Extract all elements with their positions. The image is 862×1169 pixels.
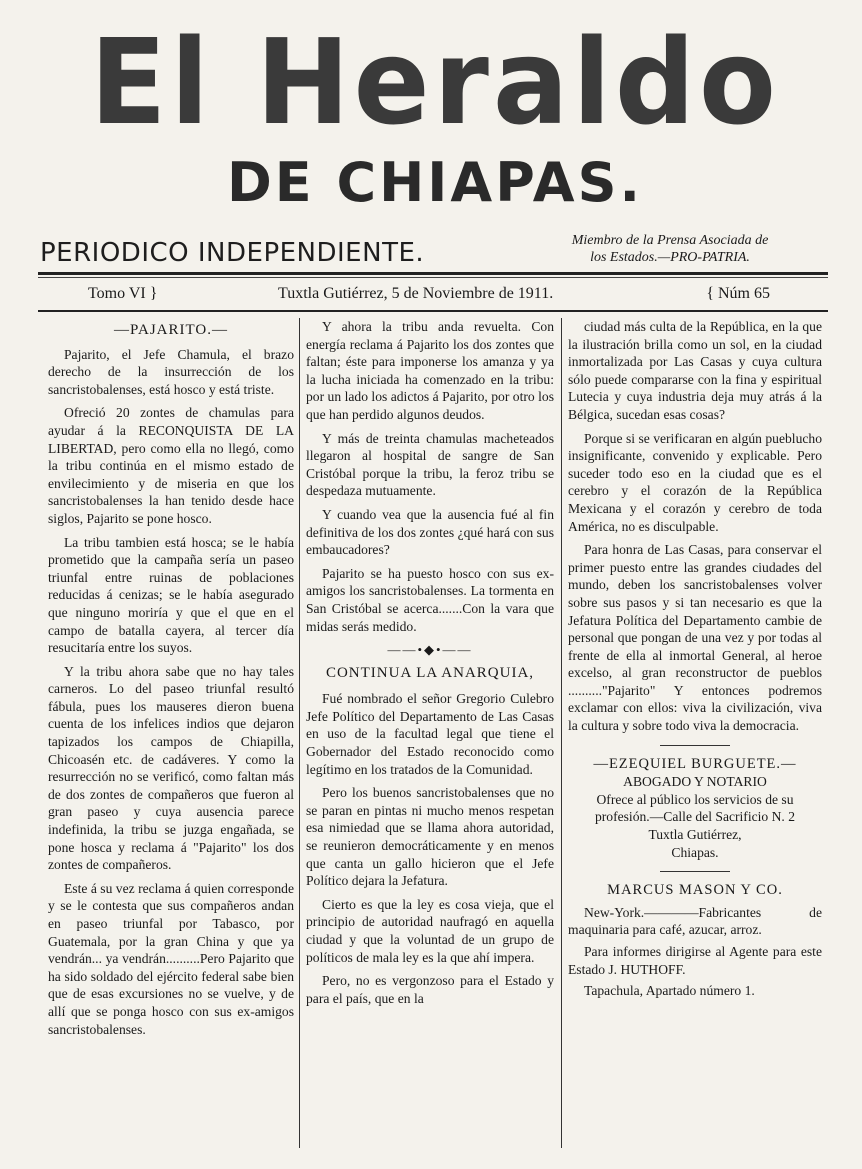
ad-burguete-title: ABOGADO Y NOTARIO (623, 774, 767, 790)
ad-burguete-state: Chiapas. (671, 844, 719, 860)
volume-number: Tomo VI } (88, 285, 158, 302)
masthead-subtitle: DE CHIAPAS. (226, 151, 644, 214)
ad-burguete-city: Tuxtla Gutiérrez, (648, 827, 742, 843)
ad-burguete-text: Ofrece al público los servicios de su profesión.—Calle del Sacrificio N. 2 (594, 791, 796, 825)
article-paragraph: Fué nombrado el señor Gregorio Culebro Jefe Político del Departamento de Las Casas en uso de la facultad legal que tiene el Gobernador del Estado reconocido como legítimo en los tratados de la Comunidad. (306, 691, 554, 777)
article-paragraph: Para honra de Las Casas, para conservar el primer puesto entre las grandes ciudades del mundo, deben los sancristobalenses volver sobre sus pasos y si tan necesario es que la Jefatura Política del Departamento cambie de personal que pongan de una vez y por todas al frente de ella al inmortal General, al heroe excelso, al gran reconstructor de pueblos .........."Pajarito" Y entonces podremos exclamar con ellos: viva la civilización, viva la cultura y sobre todo viva la democracia. (568, 542, 822, 734)
masthead-title: El Heraldo (90, 14, 780, 152)
article-paragraph: Porque si se verificaran en algún pueblucho insignificante, convenido y explicable. Pero suceder todo eso en la ciudad que es el cerebro y el corazón de la República Mexicana y el corazón y cerebro de toda América, no es disculpable. (568, 430, 822, 534)
article-paragraph: Pero los buenos sancristobalenses que no se paran en pintas ni mucho menos respetan esa nimiedad que se llama ahora autoridad, se reunieron democráticamente y en menos que canta un gallo hicieron que el Jefe Político dejara la Jefatura. (306, 785, 554, 889)
article-paragraph: Pero, no es vergonzoso para el Estado y para el país, que en la (306, 973, 554, 1006)
press-member-note (520, 232, 820, 268)
dateline-rule (38, 310, 828, 312)
ad-burguete-name: —EZEQUIEL BURGUETE.— (593, 755, 797, 772)
ad-mason-name: MARCUS MASON Y CO. (607, 882, 783, 899)
ad-divider (660, 745, 730, 746)
member-line-1: Miembro de la Prensa Asociada de (571, 233, 769, 248)
article-heading-anarquia: CONTINUA LA ANARQUIA, (325, 664, 535, 681)
article-paragraph: La tribu tambien está hosca; se le había prometido que la campaña sería un paseo triunfal entre ruinas de poblaciones reducidas á cenizas; se le había asegurado que ninguno moriría y que el que en el campo de batalla cayera, al tercer día resucitaría entre los suyos. (48, 534, 294, 656)
member-line-2: los Estados.—PRO-PATRIA. (590, 250, 750, 265)
ad-divider (660, 871, 730, 872)
article-paragraph: ciudad más culta de la República, en la que la ilustración brilla como un sol, en la ciudad inmortalizada por Las Casas y cuya cultura sólo puede compararse con la fina y espiritual Lutecia y cuya industria deja muy atrás á la Bélgica, sucedan esas cosas? (568, 319, 822, 422)
column-1 (48, 318, 294, 1148)
article-paragraph: Ofreció 20 zontes de chamulas para ayudar á la RECONQUISTA DE LA LIBERTAD, pero como ella no llegó, como la tribu continúa en el mismo estado de envilecimiento y de miseria en que los sancristobalenses la han tenido desde hace siglos, Pajarito se pone hosco. (48, 405, 294, 526)
article-paragraph: Y cuando vea que la ausencia fué al fin definitiva de los dos zontes ¿qué hará con sus embaucadores? (306, 506, 554, 558)
section-ornament: ——•◆•—— (387, 642, 473, 658)
article-paragraph: Cierto es que la ley es cosa vieja, que el principio de autoridad naufragó en aquella ciudad y que la voluntad de un grupo de políticos de mala ley es la que ahí impera. (306, 896, 554, 965)
issue-number: { Núm 65 (706, 285, 770, 302)
ad-mason-agent: Para informes dirigirse al Agente para este Estado J. HUTHOFF. (568, 944, 822, 977)
dateline (40, 282, 830, 306)
article-paragraph: Pajarito se ha puesto hosco con sus ex-amigos los sancristobalenses. La tormenta en San Cristóbal se acerca.......Con la vara que midas serás medido. (306, 565, 554, 634)
column-divider (299, 318, 300, 1148)
article-paragraph: Este á su vez reclama á quien corresponde y se le contesta que sus compañeros andan en paseo triunfal por Tabasco, por Guatemala, por la gran China y que ya vendrán... ya vendrán..........Pero Pajarito que ha sido soldado del ejército federal sabe bien que de esas excursiones no se vuelve, y de allí que se ponga hosco con sus ex-amigos sancristobalenses. (48, 880, 294, 1037)
header-rule-thick (38, 272, 828, 275)
header-rule-thin (38, 277, 828, 278)
column-2 (306, 318, 554, 1148)
article-paragraph: Pajarito, el Jefe Chamula, el brazo derecho de la insurrección de los sancristobalenses, está hosco y está triste. (48, 346, 294, 397)
ad-mason-text: New-York.————Fabricantes de maquinaria para café, azucar, arroz. (568, 904, 822, 938)
column-3 (568, 318, 822, 1148)
article-paragraph: Y ahora la tribu anda revuelta. Con energía reclama á Pajarito los dos zontes que faltan; éste para imponerse los amanza y ya la lucha iniciada ha comenzado en la tribu: por un lado los adictos á Pajarito, por otro los que han perdido algunos deudos. (306, 319, 554, 422)
ad-mason-address: Tapachula, Apartado número 1. (584, 983, 755, 999)
article-heading-pajarito: —PAJARITO.— (114, 322, 228, 338)
column-divider (561, 318, 562, 1148)
issue-date: Tuxtla Gutiérrez, 5 de Noviembre de 1911. (278, 285, 554, 302)
tagline: PERIODICO INDEPENDIENTE. (40, 238, 425, 268)
article-paragraph: Y más de treinta chamulas macheteados llegaron al hospital de sangre de San Cristóbal porque la tribu, la feroz tribu se despedaza mutuamente. (306, 430, 554, 499)
article-paragraph: Y la tribu ahora sabe que no hay tales carneros. Lo del paseo triunfal resultó fábula, pues los mauseres dieron buena cuenta de los infelices indios que dejaron tapizados los campos de Chiapilla, Chicoasén etc. de cadáveres. Y como la resurrección no se verificó, como faltan más de dos zontes de compañeros que fueron al gran paseo y cuya ausencia parece indefinida, la tribu se juzga engañada, se pone hosca y reclama á "Pajarito" los dos zontes de compañeros. (48, 663, 294, 873)
